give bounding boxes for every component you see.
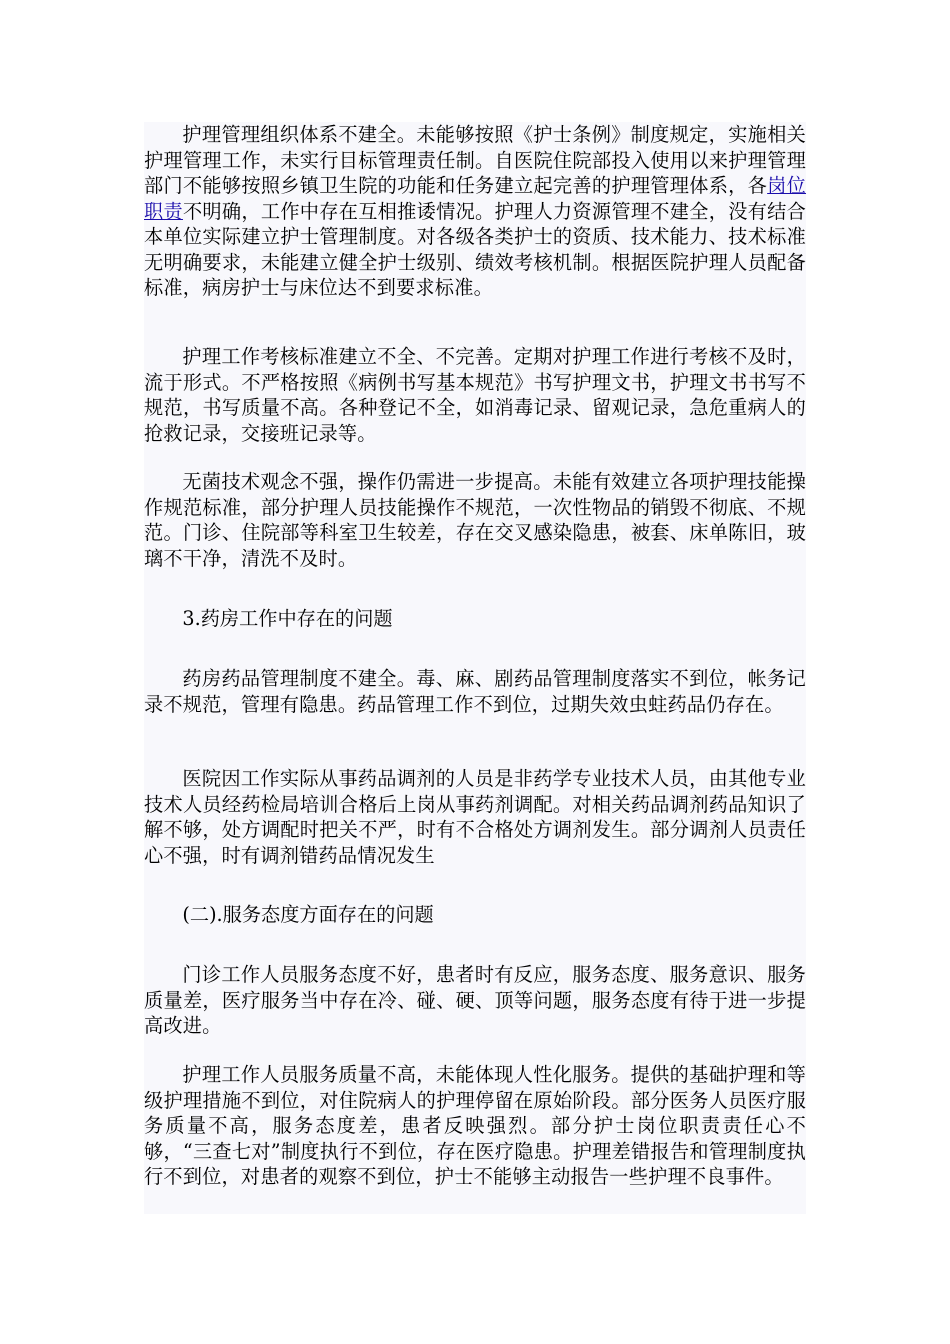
section-heading-pharmacy: 3.药房工作中存在的问题: [182, 607, 393, 630]
paragraph-pharmacy-management: 药房药品管理制度不建全。毒、麻、剧药品管理制度落实不到位，帐务记录不规范，管理有隐患。药品管理工作不到位，过期失效虫蛀药品仍存在。: [144, 667, 806, 716]
paragraph-nursing-management: [144, 122, 806, 301]
section-heading-service-attitude: (二).服务态度方面存在的问题: [182, 903, 434, 926]
paragraph-outpatient-service: 门诊工作人员服务态度不好，患者时有反应，服务态度、服务意识、服务质量差，医疗服务当中存在冷、碰、硬、顶等问题，服务态度有待于进一步提高改进。: [144, 963, 806, 1037]
paragraph-text: 不明确，工作中存在互相推诿情况。护理人力资源管理不建全，没有结合本单位实际建立护士管理制度。对各级各类护士的资质、技术能力、技术标准无明确要求，未能建立健全护士级别、绩效考核机制。根据医院护理人员配备标准，病房护士与床位达不到要求标准。: [144, 199, 806, 299]
paragraph-nursing-assessment: 护理工作考核标准建立不全、不完善。定期对护理工作进行考核不及时，流于形式。不严格按照《病例书写基本规范》书写护理文书，护理文书书写不规范，书写质量不高。各种登记不全，如消毒记录、留观记录，急危重病人的抢救记录，交接班记录等。: [144, 345, 806, 445]
document-content: [144, 122, 806, 1214]
job-duties-link[interactable]: 岗位职责: [144, 174, 807, 223]
paragraph-nursing-service-quality: 护理工作人员服务质量不高，未能体现人性化服务。提供的基础护理和等级护理措施不到位，对住院病人的护理停留在原始阶段。部分医务人员医疗服务质量不高，服务态度差，患者反映强烈。部分护士岗位职责责任心不够，“三查七对”制度执行不到位，存在医疗隐患。护理差错报告和管理制度执行不到位，对患者的观察不到位，护士不能够主动报告一些护理不良事件。: [144, 1063, 806, 1188]
paragraph-pharmacy-staff: 医院因工作实际从事药品调剂的人员是非药学专业技术人员，由其他专业技术人员经药检局培训合格后上岗从事药剂调配。对相关药品调剂药品知识了解不够，处方调配时把关不严，时有不合格处方调剂发生。部分调剂人员责任心不强，时有调剂错药品情况发生: [144, 767, 806, 867]
paragraph-aseptic-technique: 无菌技术观念不强，操作仍需进一步提高。未能有效建立各项护理技能操作规范标准，部分护理人员技能操作不规范，一次性物品的销毁不彻底、不规范。门诊、住院部等科室卫生较差，存在交叉感染隐患，被套、床单陈旧，玻璃不干净，清洗不及时。: [144, 470, 806, 570]
paragraph-text: 护理管理组织体系不建全。未能够按照《护士条例》制度规定，实施相关护理管理工作，未实行目标管理责任制。自医院住院部投入使用以来护理管理部门不能够按照乡镇卫生院的功能和任务建立起完善的护理管理体系，各: [144, 123, 806, 197]
